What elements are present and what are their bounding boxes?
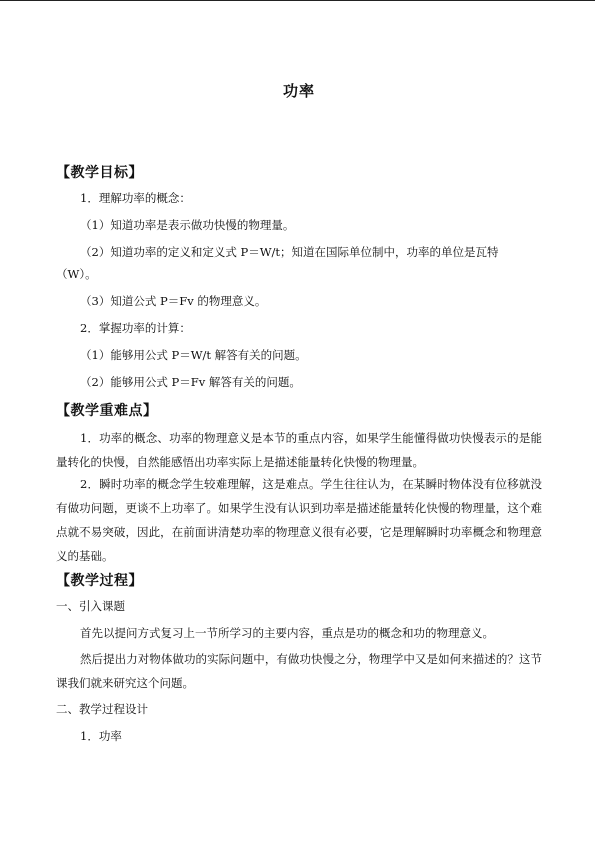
process-step-1: 一、引入课题 [56,599,125,613]
page-title: 功率 [282,82,315,100]
key-point-paragraph-1: 1．功率的概念、功率的物理意义是本节的重点内容，如果学生能懂得做功快慢表示的是能量转化的快慢，自然能感悟出功率实际上是描述能量转化快慢的物理量。 [56,431,542,469]
process-step-2: 二、教学过程设计 [56,702,148,716]
section-heading-process: 【教学过程】 [56,573,143,589]
section-heading-key-points: 【教学重难点】 [56,403,158,419]
section-heading-goals: 【教学目标】 [56,165,143,181]
top-rule [0,0,595,1]
goal-item-2-1: （1）能够用公式 P＝W/t 解答有关的问题。 [80,348,307,362]
goal-item-1-3: （3）知道公式 P＝Fv 的物理意义。 [80,294,267,308]
goal-item-1-2: （2）知道功率的定义和定义式 P＝W/t；知道在国际单位制中，功率的单位是瓦特 [80,245,499,259]
goal-item-1-1: （1）知道功率是表示做功快慢的物理量。 [80,218,295,232]
goal-item-1-2-cont: （W）。 [56,267,97,281]
goal-item-1: 1．理解功率的概念： [80,191,191,205]
process-subsection-1: 1．功率 [80,729,122,743]
process-paragraph-1: 首先以提问方式复习上一节所学习的主要内容，重点是功的概念和功的物理意义。 [80,626,494,640]
goal-item-2: 2．掌握功率的计算： [80,321,191,335]
process-paragraph-2: 然后提出力对物体做功的实际问题中，有做功快慢之分，物理学中又是如何来描述的？这节课我们就来研究这个问题。 [56,652,542,690]
goal-item-2-2: （2）能够用公式 P＝Fv 解答有关的问题。 [80,375,301,389]
key-point-paragraph-2: 2．瞬时功率的概念学生较难理解，这是难点。学生往往认为，在某瞬时物体没有位移就没有做功问题，更谈不上功率了。如果学生没有认识到功率是描述能量转化快慢的物理量，这个难点就不易突破，因此，在前面讲清楚功率的物理意义很有必要，它是理解瞬时功率概念和物理意义的基础。 [56,477,542,563]
